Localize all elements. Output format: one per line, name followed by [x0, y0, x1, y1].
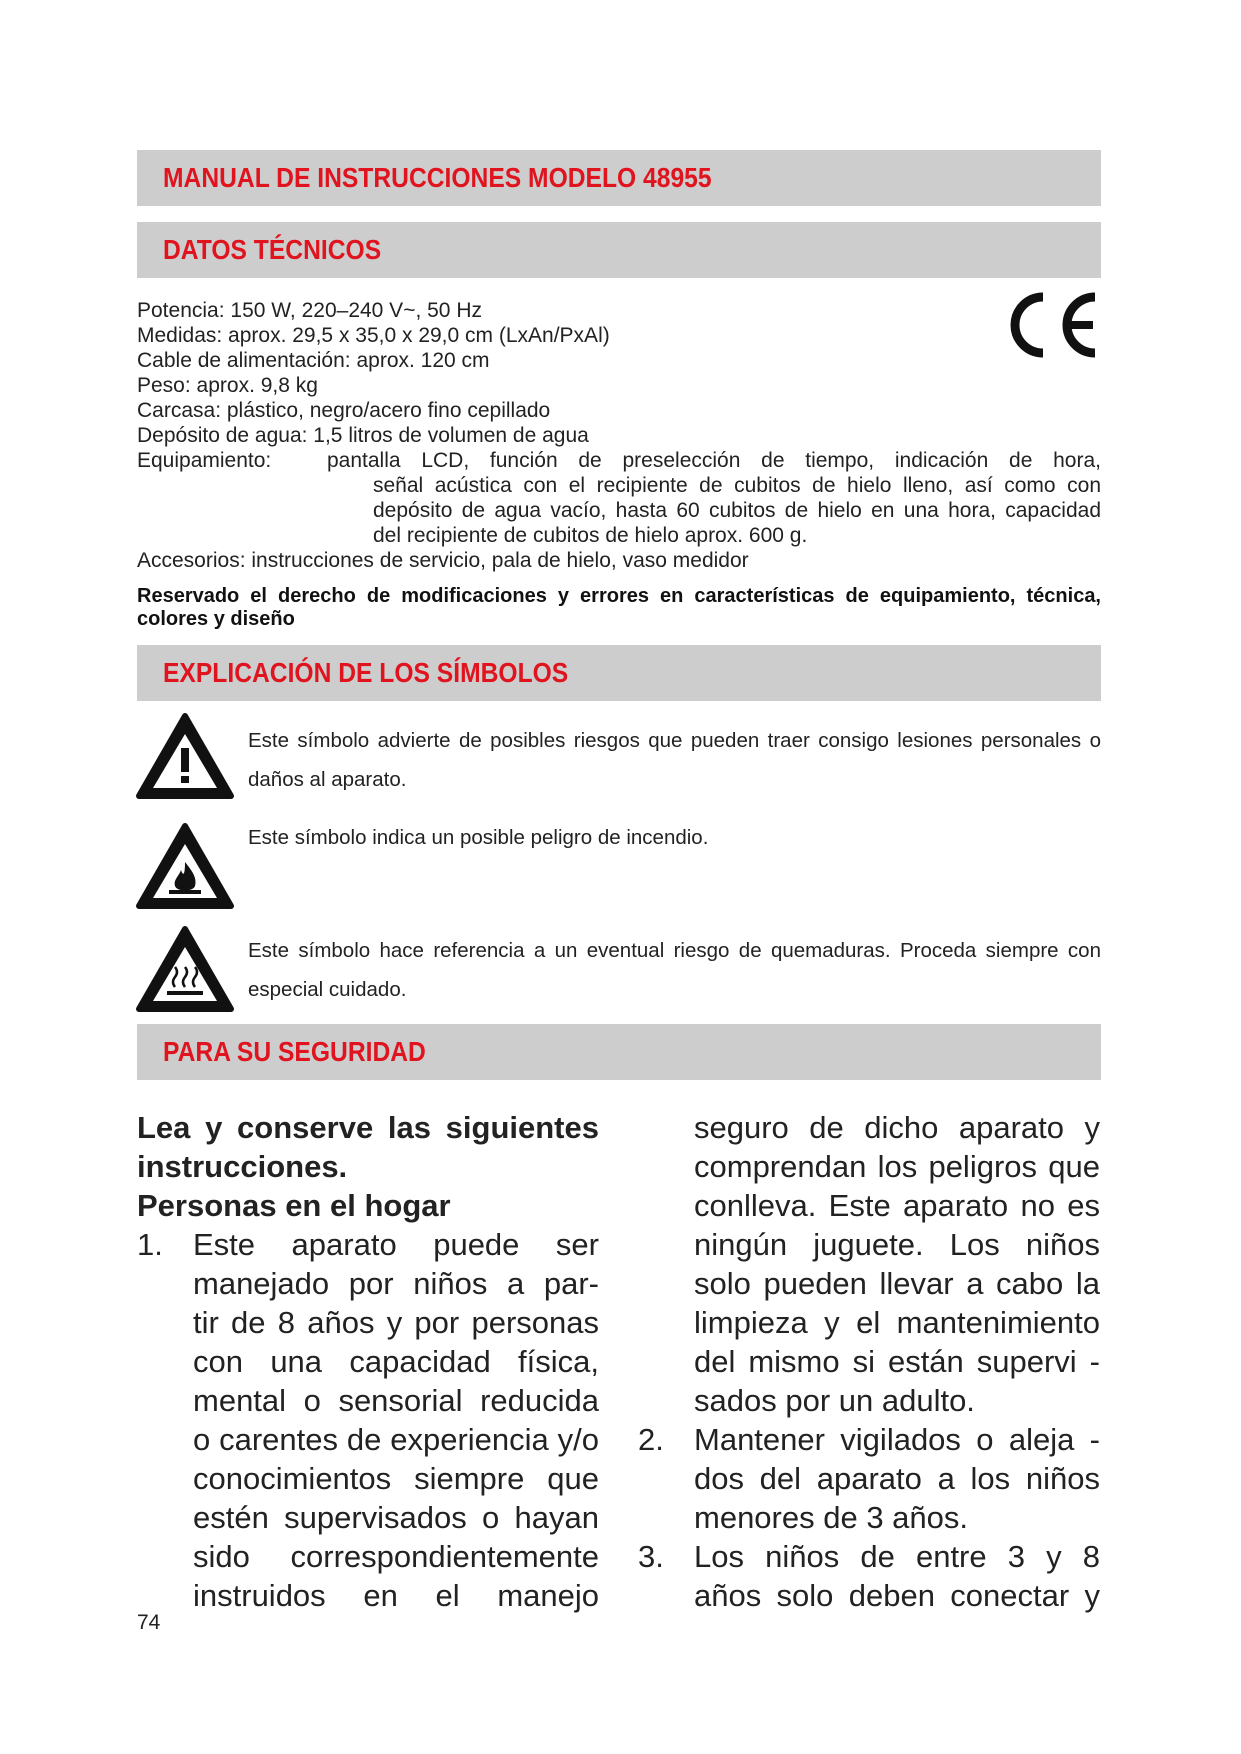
- list-line: conocimientos siempre que: [193, 1461, 599, 1496]
- section-band-simbolos: [137, 645, 1101, 701]
- list-line: Mantener vigilados o aleja -: [694, 1422, 1100, 1457]
- page-title: MANUAL DE INSTRUCCIONES MODELO 48955: [163, 162, 712, 193]
- spec-medidas: Medidas: aprox. 29,5 x 35,0 x 29,0 cm (LxAn/PxAl): [137, 324, 610, 347]
- spec-equipamiento-value: [327, 448, 1101, 548]
- safety-lead: Lea y conserve las siguientes: [137, 1110, 599, 1145]
- symbol-warning-text: Este símbolo advierte de posibles riesgos que pueden traer consigo lesiones personales o daños al aparato.: [248, 729, 1101, 791]
- symbol-fire-text: Este símbolo indica un posible peligro de incendio.: [248, 826, 709, 849]
- list-line: con una capacidad física,: [193, 1344, 599, 1379]
- spec-peso: Peso: aprox. 9,8 kg: [137, 374, 318, 397]
- spec-equipamiento-label: Equipamiento:: [137, 449, 272, 472]
- list-number: 1.: [137, 1227, 163, 1262]
- safety-subheading: Personas en el hogar: [137, 1188, 451, 1223]
- spec-potencia: Potencia: 150 W, 220–240 V~, 50 Hz: [137, 299, 482, 322]
- list-line: tir de 8 años y por personas: [193, 1305, 599, 1340]
- hot-surface-icon: [135, 925, 235, 1015]
- equip-line: depósito de agua vacío, hasta 60 cubitos de hielo en una hora, capacidad: [373, 499, 1101, 522]
- section-heading-simbolos: EXPLICACIÓN DE LOS SÍMBOLOS: [163, 657, 569, 688]
- list-line: o carentes de experiencia y/o: [193, 1422, 599, 1457]
- list-line: sados por un adulto.: [694, 1383, 975, 1418]
- section-band-seguridad: [137, 1024, 1101, 1080]
- rights-notice: Reservado el derecho de modificaciones y errores en características de equipamiento, técnica, colores y diseño: [137, 585, 1101, 630]
- equip-line: pantalla LCD, función de preselección de tiempo, indicación de hora,: [327, 449, 1101, 472]
- spec-accesorios: Accesorios: instrucciones de servicio, pala de hielo, vaso medidor: [137, 549, 749, 572]
- list-line: instruidos en el manejo: [193, 1578, 599, 1613]
- list-line: limpieza y el mantenimiento: [694, 1305, 1100, 1340]
- list-number: 2.: [638, 1422, 664, 1457]
- list-item: [137, 1225, 599, 1264]
- list-line: Este aparato puede ser: [193, 1227, 599, 1262]
- list-line: conlleva. Este aparato no es: [694, 1188, 1100, 1223]
- safety-column-right: [638, 1108, 1100, 1615]
- list-line: estén supervisados o hayan: [193, 1500, 599, 1535]
- list-line: menores de 3 años.: [694, 1500, 969, 1535]
- page-number: 74: [137, 1611, 161, 1634]
- list-line: sido correspondientemente: [193, 1539, 599, 1574]
- list-item: [638, 1537, 1100, 1576]
- tech-specs: [137, 298, 1101, 573]
- list-line: años solo deben conectar y: [694, 1578, 1100, 1613]
- equip-line: del recipiente de cubitos de hielo aprox. 600 g.: [373, 524, 808, 547]
- list-item: [638, 1420, 1100, 1459]
- warning-icon: [135, 712, 235, 802]
- list-line: mental o sensorial reducida: [193, 1383, 599, 1418]
- title-band: [137, 150, 1101, 206]
- spec-carcasa: Carcasa: plástico, negro/acero fino cepillado: [137, 399, 551, 422]
- list-line: manejado por niños a par-: [193, 1266, 599, 1301]
- spec-deposito: Depósito de agua: 1,5 litros de volumen de agua: [137, 424, 589, 447]
- list-line: dos del aparato a los niños: [694, 1461, 1100, 1496]
- symbol-hot-text: Este símbolo hace referencia a un eventual riesgo de quemaduras. Proceda siempre con especial cuidado.: [248, 939, 1101, 1001]
- safety-lead: instrucciones.: [137, 1149, 348, 1184]
- list-number: 3.: [638, 1539, 664, 1574]
- list-line: del mismo si están supervi -: [694, 1344, 1100, 1379]
- list-line: ningún juguete. Los niños: [694, 1227, 1100, 1262]
- fire-warning-icon: [135, 822, 235, 912]
- list-line: comprendan los peligros que: [694, 1149, 1100, 1184]
- section-heading-seguridad: PARA SU SEGURIDAD: [163, 1036, 426, 1067]
- list-line: seguro de dicho aparato y: [694, 1110, 1100, 1145]
- equip-line: señal acústica con el recipiente de cubitos de hielo lleno, así como con: [373, 474, 1101, 497]
- section-heading-datos: DATOS TÉCNICOS: [163, 234, 382, 265]
- safety-column-left: [137, 1108, 599, 1615]
- list-line: Los niños de entre 3 y 8: [694, 1539, 1100, 1574]
- spec-equipamiento: [137, 448, 1101, 548]
- section-band-datos: [137, 222, 1101, 278]
- list-line: solo pueden llevar a cabo la: [694, 1266, 1100, 1301]
- spec-cable: Cable de alimentación: aprox. 120 cm: [137, 349, 490, 372]
